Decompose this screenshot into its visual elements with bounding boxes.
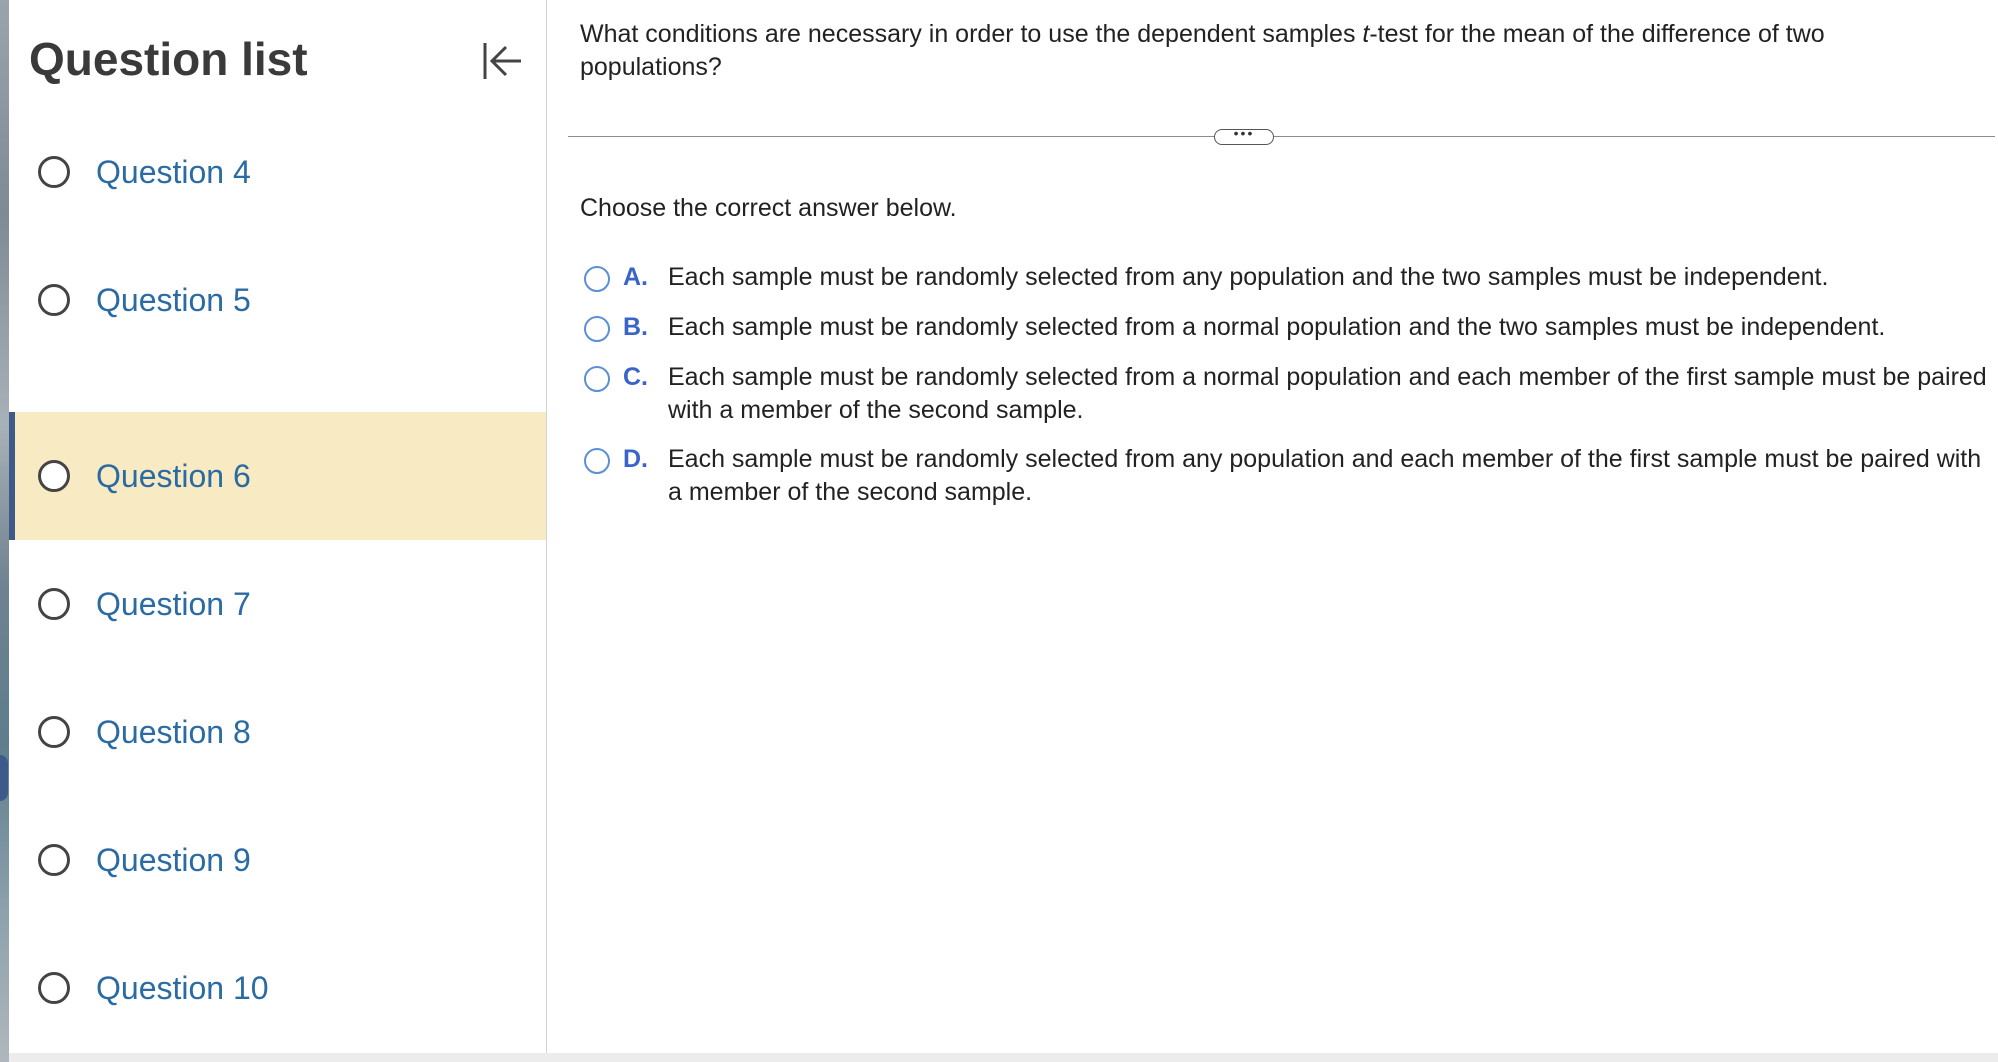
option-a[interactable] (584, 261, 1974, 294)
question-item-7[interactable] (9, 540, 546, 668)
option-c[interactable] (584, 361, 1987, 427)
question-status-circle-icon (38, 588, 70, 620)
question-status-circle-icon (38, 284, 70, 316)
option-letter: B. (623, 313, 648, 341)
question-item-6[interactable] (9, 412, 546, 540)
question-item-label: Question 5 (96, 281, 251, 318)
collapse-sidebar-button[interactable] (475, 34, 529, 88)
t-italic: t (1362, 20, 1370, 48)
desktop-background (0, 0, 9, 1062)
option-radio-icon[interactable] (584, 316, 610, 342)
question-item-9[interactable] (9, 796, 546, 924)
question-item-label: Question 6 (96, 457, 251, 494)
expand-more-button[interactable]: ••• (1214, 129, 1274, 145)
option-letter: D. (623, 445, 648, 473)
question-item-8[interactable] (9, 668, 546, 796)
option-radio-icon[interactable] (584, 448, 610, 474)
option-b[interactable] (584, 311, 1974, 344)
option-radio-icon[interactable] (584, 366, 610, 392)
window-bottom-edge (9, 1053, 1998, 1062)
sidebar-title: Question list (29, 33, 308, 85)
option-text: Each sample must be randomly selected from a normal population and each member of the first sample must be paired with a member of the second sample. (668, 363, 1987, 424)
question-status-circle-icon (38, 460, 70, 492)
question-status-circle-icon (38, 972, 70, 1004)
desktop-dock-edge (0, 755, 8, 801)
question-item-label: Question 7 (96, 585, 251, 622)
question-item-label: Question 10 (96, 969, 269, 1006)
option-letter: A. (623, 263, 648, 291)
question-item-label: Question 4 (96, 153, 251, 190)
option-letter: C. (623, 363, 648, 391)
question-item-label: Question 8 (96, 713, 251, 750)
question-text: What conditions are necessary in order to use the dependent samples t-test for the mean of the difference of two populations? (580, 20, 1825, 81)
question-item-label: Question 9 (96, 841, 251, 878)
question-item-5[interactable] (9, 236, 546, 364)
question-item-10[interactable] (9, 924, 546, 1052)
option-radio-icon[interactable] (584, 266, 610, 292)
question-status-circle-icon (38, 844, 70, 876)
question-status-circle-icon (38, 156, 70, 188)
option-text: Each sample must be randomly selected from any population and the two samples must be independent. (668, 263, 1829, 291)
question-status-circle-icon (38, 716, 70, 748)
question-panel (547, 0, 1998, 1053)
option-text: Each sample must be randomly selected from a normal population and the two samples must be independent. (668, 313, 1886, 341)
question-list-sidebar (9, 0, 547, 1053)
option-text: Each sample must be randomly selected from any population and each member of the first sample must be paired with a member of the second sample. (668, 445, 1982, 506)
question-item-4[interactable] (9, 108, 546, 236)
collapse-left-icon (480, 39, 524, 83)
answer-prompt: Choose the correct answer below. (580, 194, 957, 222)
option-d[interactable] (584, 443, 1982, 509)
section-divider (568, 136, 1995, 137)
